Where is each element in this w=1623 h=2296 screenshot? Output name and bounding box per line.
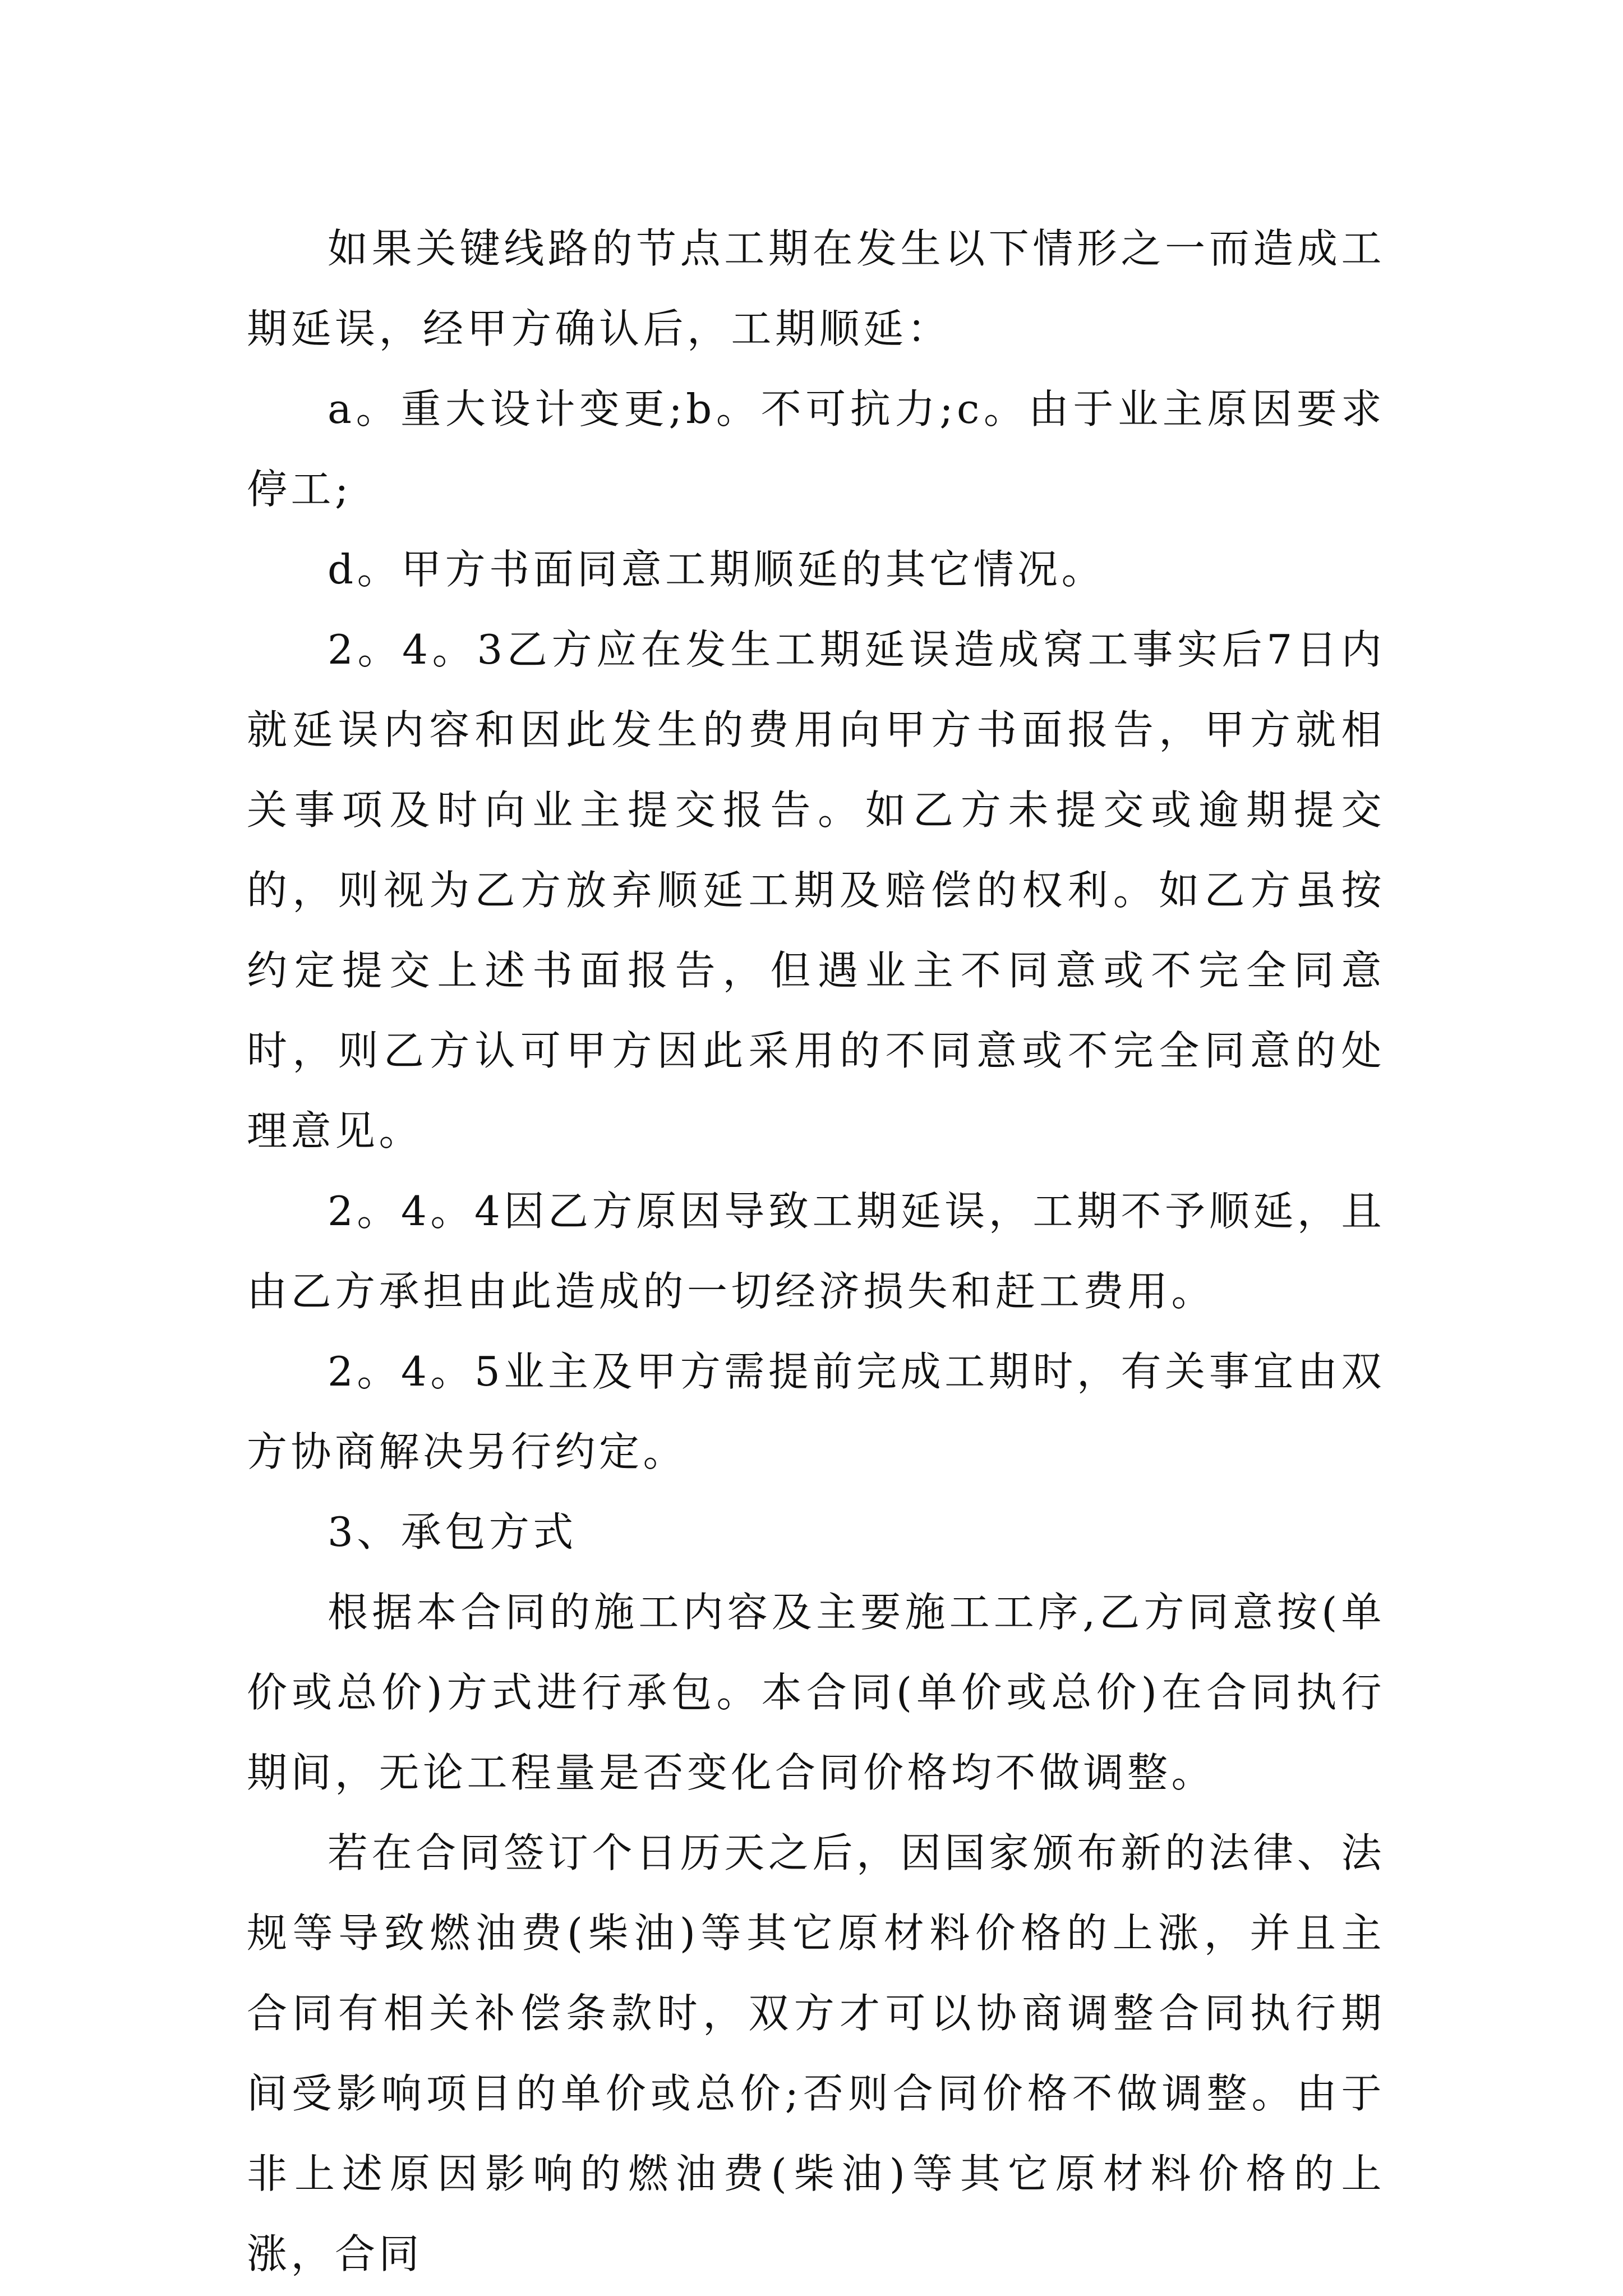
paragraph-clause-2-4-5: 2。4。5业主及甲方需提前完成工期时，有关事宜由双方协商解决另行约定。 [247, 1348, 1385, 1475]
paragraph-contract-method: 根据本合同的施工内容及主要施工工序,乙方同意按(单价或总价)方式进行承包。本合同(单价或总价)在合同执行期间，无论工程量是否变化合同价格均不做调整。 [247, 1589, 1385, 1796]
paragraph-delay-case-d: d。甲方书面同意工期顺延的其它情况。 [328, 546, 1106, 593]
paragraph-clause-2-4-3: 2。4。3乙方应在发生工期延误造成窝工事实后7日内就延误内容和因此发生的费用向甲方书面报告，甲方就相关事项及时向业主提交报告。如乙方未提交或逾期提交的，则视为乙方放弃顺延工期及赔偿的权利。如乙方虽按约定提交上述书面报告，但遇业主不同意或不完全同意时，则乙方认可甲方因此采用的不同意或不完全同意的处理意见。 [247, 626, 1385, 1154]
section-heading-contract-method: 3、承包方式 [328, 1508, 577, 1556]
paragraph-delay-cases-abc: a。重大设计变更;b。不可抗力;c。由于业主原因要求停工; [247, 385, 1385, 513]
document-body [247, 209, 1385, 2294]
paragraph-clause-2-4-4: 2。4。4因乙方原因导致工期延误，工期不予顺延，且由乙方承担由此造成的一切经济损失和赶工费用。 [247, 1188, 1385, 1315]
paragraph-price-adjustment: 若在合同签订个日历天之后，因国家颁布新的法律、法规等导致燃油费(柴油)等其它原材料价格的上涨，并且主合同有相关补偿条款时，双方才可以协商调整合同执行期间受影响项目的单价或总价;否则合同价格不做调整。由于非上述原因影响的燃油费(柴油)等其它原材料价格的上涨，合同 [247, 1829, 1385, 2277]
paragraph-delay-conditions: 如果关键线路的节点工期在发生以下情形之一而造成工期延误，经甲方确认后，工期顺延： [247, 225, 1385, 352]
